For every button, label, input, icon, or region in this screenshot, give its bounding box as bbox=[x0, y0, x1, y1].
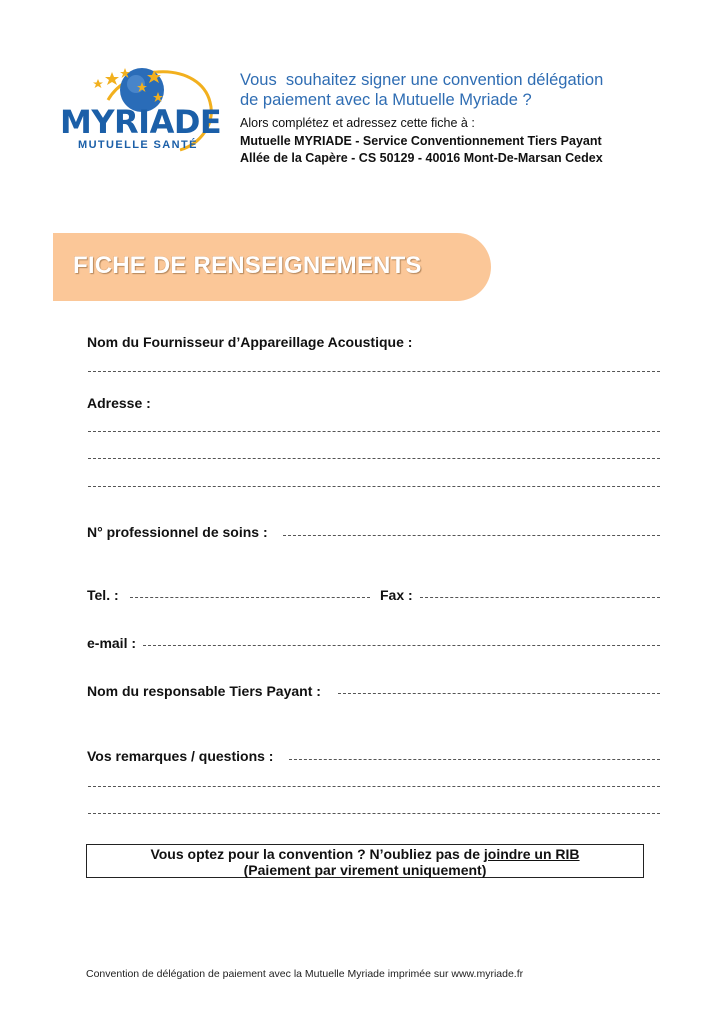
email-field-line[interactable] bbox=[143, 645, 660, 646]
postal-address bbox=[240, 133, 603, 167]
fax-field-line[interactable] bbox=[420, 597, 660, 598]
question-line-2: de paiement avec la Mutuelle Myriade ? bbox=[240, 91, 532, 109]
remarks-label: Vos remarques / questions : bbox=[87, 748, 274, 764]
remarks-field-line-3[interactable] bbox=[88, 813, 660, 814]
address-line-2: Allée de la Capère - CS 50129 - 40016 Mont-De-Marsan Cedex bbox=[240, 151, 603, 165]
tel-field-line[interactable] bbox=[130, 597, 370, 598]
logo-tagline: MUTUELLE SANTÉ bbox=[78, 139, 198, 151]
tel-label: Tel. : bbox=[87, 587, 119, 603]
address-line-1: Mutuelle MYRIADE - Service Conventionnement Tiers Payant bbox=[240, 134, 602, 148]
question-line-1: Vous souhaitez signer une convention délégation bbox=[240, 71, 604, 89]
remarks-field-line-2[interactable] bbox=[88, 786, 660, 787]
logo-name: MYRIADE bbox=[60, 103, 222, 141]
supplier-label: Nom du Fournisseur d’Appareillage Acoustique : bbox=[87, 334, 413, 350]
footer-text: Convention de délégation de paiement avec la Mutuelle Myriade imprimée sur www.myriade.fr bbox=[86, 968, 524, 980]
header-intro: Alors complétez et adressez cette fiche à : bbox=[240, 116, 475, 130]
remarks-field-line-1[interactable] bbox=[289, 759, 660, 760]
pro-number-field-line[interactable] bbox=[283, 535, 660, 536]
title-banner bbox=[53, 233, 491, 301]
supplier-field-line[interactable] bbox=[88, 371, 660, 372]
manager-label: Nom du responsable Tiers Payant : bbox=[87, 683, 321, 699]
notice-line-1-text: Vous optez pour la convention ? N’oubliez pas de bbox=[150, 846, 484, 862]
header-question bbox=[240, 70, 680, 110]
rib-notice-box bbox=[86, 844, 644, 878]
notice-rib-emphasis: joindre un RIB bbox=[483, 846, 580, 862]
email-label: e-mail : bbox=[87, 635, 137, 651]
address-label: Adresse : bbox=[87, 395, 151, 411]
notice-line-1 bbox=[87, 846, 643, 862]
pro-number-label: N° professionnel de soins : bbox=[87, 524, 268, 540]
fax-label: Fax : bbox=[380, 587, 413, 603]
page-title: FICHE DE RENSEIGNEMENTS bbox=[73, 252, 422, 279]
myriade-logo bbox=[50, 62, 220, 172]
manager-field-line[interactable] bbox=[338, 693, 660, 694]
notice-line-2: (Paiement par virement uniquement) bbox=[243, 862, 487, 878]
address-field-line-3[interactable] bbox=[88, 486, 660, 487]
address-field-line-1[interactable] bbox=[88, 431, 660, 432]
address-field-line-2[interactable] bbox=[88, 458, 660, 459]
